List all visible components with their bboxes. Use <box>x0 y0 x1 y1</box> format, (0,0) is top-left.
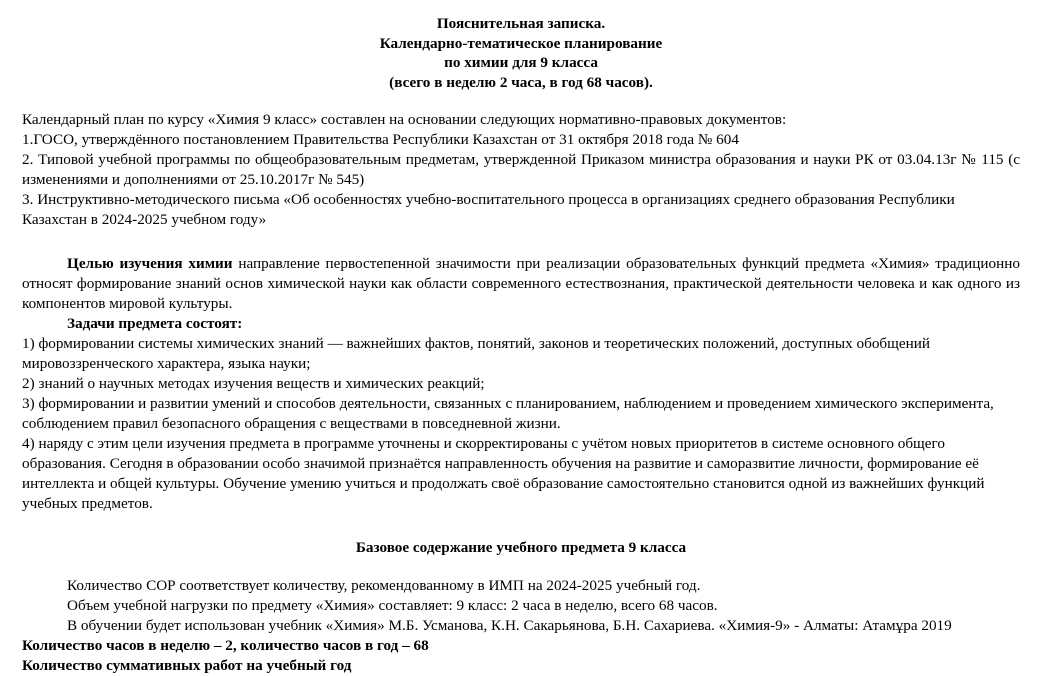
task-item-4: 4) наряду с этим цели изучения предмета в программе уточнены и скорректированы с учётом новых приоритетов в системе основного общего образования. Сегодня в образовании особо значимой признаётся направленность обучения на развитие и саморазвитие личности, формирование её интеллекта и общей культуры. Обучение умению учиться и продолжать своё образование самостоятельно становится одной из важнейших функций учебных предметов. <box>22 435 985 512</box>
title-line-4: (всего в неделю 2 часа, в год 68 часов). <box>389 73 653 91</box>
hours-per-week-line: Количество часов в неделю – 2, количество часов в год – 68 <box>22 637 429 654</box>
document-title-block <box>22 10 1020 92</box>
base-content-line-1: Количество СОР соответствует количеству, рекомендованному в ИМП на 2024-2025 учебный год. <box>67 577 701 594</box>
intro-item-2: 2. Типовой учебной программы по общеобразовательным предметам, утвержденной Приказом министра образования и науки РК от 03.04.13г № 115 (с изменениями и дополнениями от 25.10.2017г № 545) <box>22 151 1020 188</box>
base-content-heading: Базовое содержание учебного предмета 9 класса <box>355 539 687 556</box>
task-item-1: 1) формировании системы химических знаний — важнейших фактов, понятий, законов и теоретических положений, доступных обобщений мировоззренческого характера, языка науки; <box>22 335 930 372</box>
tasks-heading: Задачи предмета состоят: <box>67 315 243 332</box>
spacer-after-base-heading <box>22 558 1020 576</box>
intro-item-1: 1.ГОСО, утверждённого постановлением Правительства Республики Казахстан от 31 октября 2018 года № 604 <box>22 131 739 148</box>
intro-lead: Календарный план по курсу «Химия 9 класс» составлен на основании следующих нормативно-правовых документов: <box>22 111 787 128</box>
title-line-2: Календарно-тематическое планирование <box>379 34 663 52</box>
goal-paragraph <box>22 254 1020 314</box>
goal-lead-rest: направление первостепенной значимости при реализации образовательных функций предмета «Химия» традиционно относят формирование знаний основ химической науки как области современного естествознания, практической деятельности человека и как одного из компонентов мировой культуры. <box>22 255 1020 312</box>
spacer-after-intro <box>22 230 1020 254</box>
spacer-after-title <box>22 92 1020 110</box>
summative-works-line: Количество суммативных работ на учебный год <box>22 657 352 674</box>
task-item-2: 2) знаний о научных методах изучения веществ и химических реакций; <box>22 375 485 392</box>
task-item-3: 3) формировании и развитии умений и способов деятельности, связанных с планированием, наблюдением и проведением химического эксперимента, соблюдением правил безопасного обращения с веществами в повседневной жизни. <box>22 395 994 432</box>
intro-item-3: 3. Инструктивно-методического письма «Об особенностях учебно-воспитательного процесса в организациях среднего образования Республики Казахстан в 2024-2025 учебном году» <box>22 191 955 228</box>
title-line-1: Пояснительная записка. <box>436 15 606 32</box>
goal-lead-bold: Целью изучения химии <box>67 255 233 272</box>
spacer-before-base-content <box>22 514 1020 538</box>
base-content-line-3: В обучении будет использован учебник «Химия» М.Б. Усманова, К.Н. Сакарьянова, Б.Н. Сахариева. «Химия-9» - Алматы: Атамұра 2019 <box>67 617 952 634</box>
title-line-3: по химии для 9 класса <box>444 54 598 71</box>
base-content-line-2: Объем учебной нагрузки по предмету «Химия» составляет: 9 класс: 2 часа в неделю, всего 68 часов. <box>67 597 718 614</box>
